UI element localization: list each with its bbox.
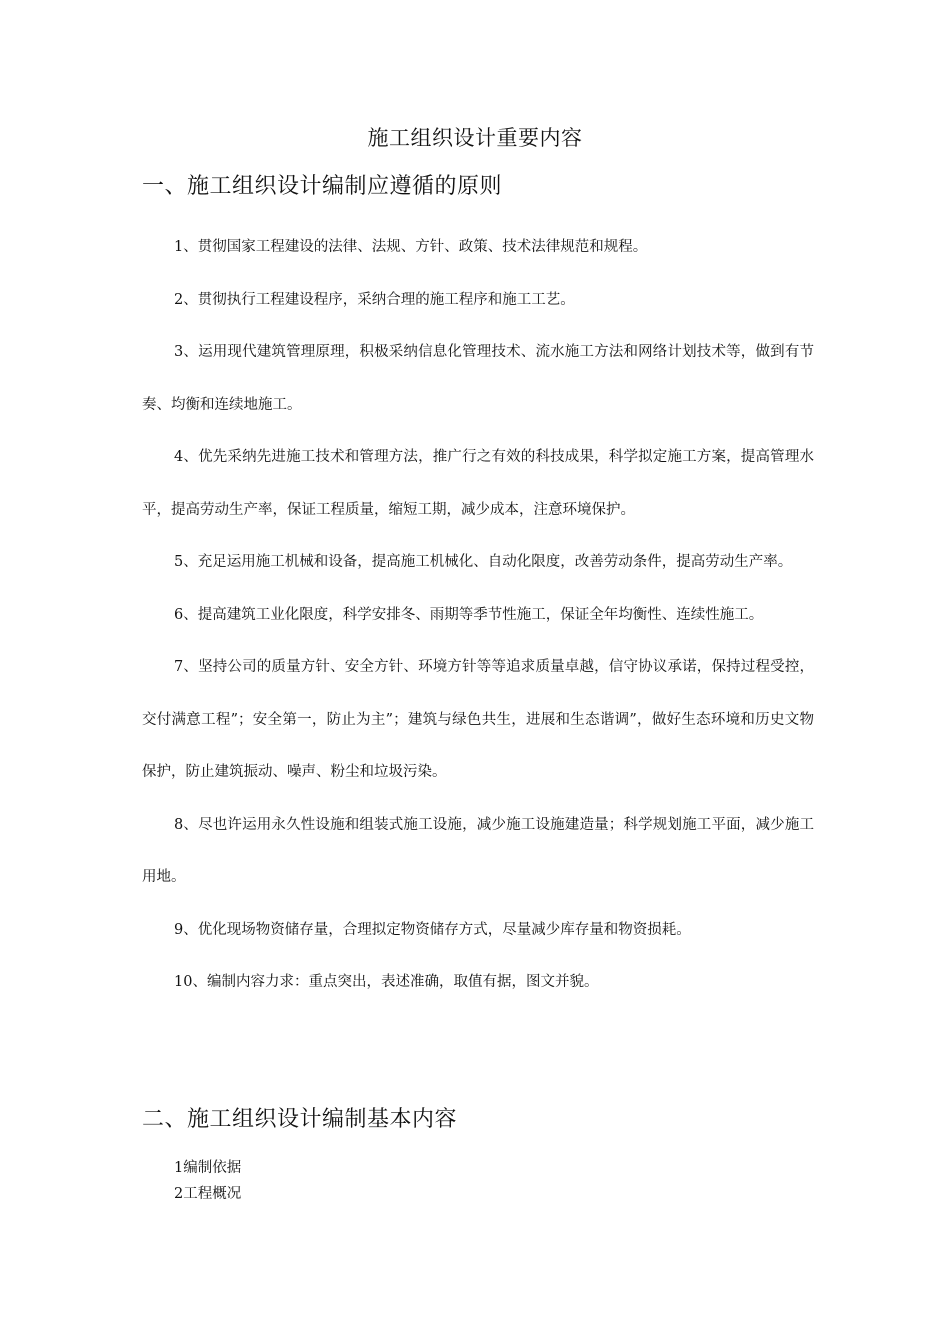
principles-list: [142, 221, 814, 1009]
principle-paragraph: 5、充足运用施工机械和设备，提高施工机械化、自动化限度，改善劳动条件，提高劳动生产率。: [174, 554, 793, 570]
contents-list: [174, 1155, 774, 1207]
principle-paragraph: 1、贯彻国家工程建设的法律、法规、方针、政策、技术法律规范和规程。: [174, 239, 648, 255]
section-heading-principles: 一、施工组织设计编制应遵循的原则: [142, 174, 503, 199]
principle-paragraph: 2、贯彻执行工程建设程序，采纳合理的施工程序和施工工艺。: [174, 291, 575, 308]
list-item: 2工程概况: [174, 1186, 242, 1202]
principle-paragraph: 4、优先采纳先进施工技术和管理方法，推广行之有效的科技成果，科学拟定施工方案，提高管理水平，提高劳动生产率，保证工程质量，缩短工期，减少成本，注意环境保护。: [142, 449, 814, 518]
principle-paragraph: 9、优化现场物资储存量，合理拟定物资储存方式，尽量减少库存量和物资损耗。: [174, 921, 691, 938]
section-heading-contents: 二、施工组织设计编制基本内容: [142, 1107, 458, 1132]
principle-paragraph: 8、尽也许运用永久性设施和组装式施工设施，减少施工设施建造量；科学规划施工平面，减少施工用地。: [142, 816, 814, 885]
principle-paragraph: 7、坚持公司的质量方针、安全方针、环境方针等等追求质量卓越，信守协议承诺，保持过程受控，交付满意工程”；安全第一，防止为主”；建筑与绿色共生，进展和生态谐调”，做好生态环境和历史文物保护，防止建筑振动、噪声、粉尘和垃圾污染。: [142, 659, 814, 780]
principle-paragraph: 6、提高建筑工业化限度，科学安排冬、雨期等季节性施工，保证全年均衡性、连续性施工。: [174, 606, 764, 623]
principle-paragraph: 3、运用现代建筑管理原理，积极采纳信息化管理技术、流水施工方法和网络计划技术等，做到有节奏、均衡和连续地施工。: [142, 344, 814, 413]
document-title: 施工组织设计重要内容: [367, 126, 583, 150]
principle-paragraph: 10、编制内容力求：重点突出，表述准确，取值有据，图文并貌。: [174, 974, 599, 990]
list-item: 1编制依据: [174, 1160, 242, 1176]
